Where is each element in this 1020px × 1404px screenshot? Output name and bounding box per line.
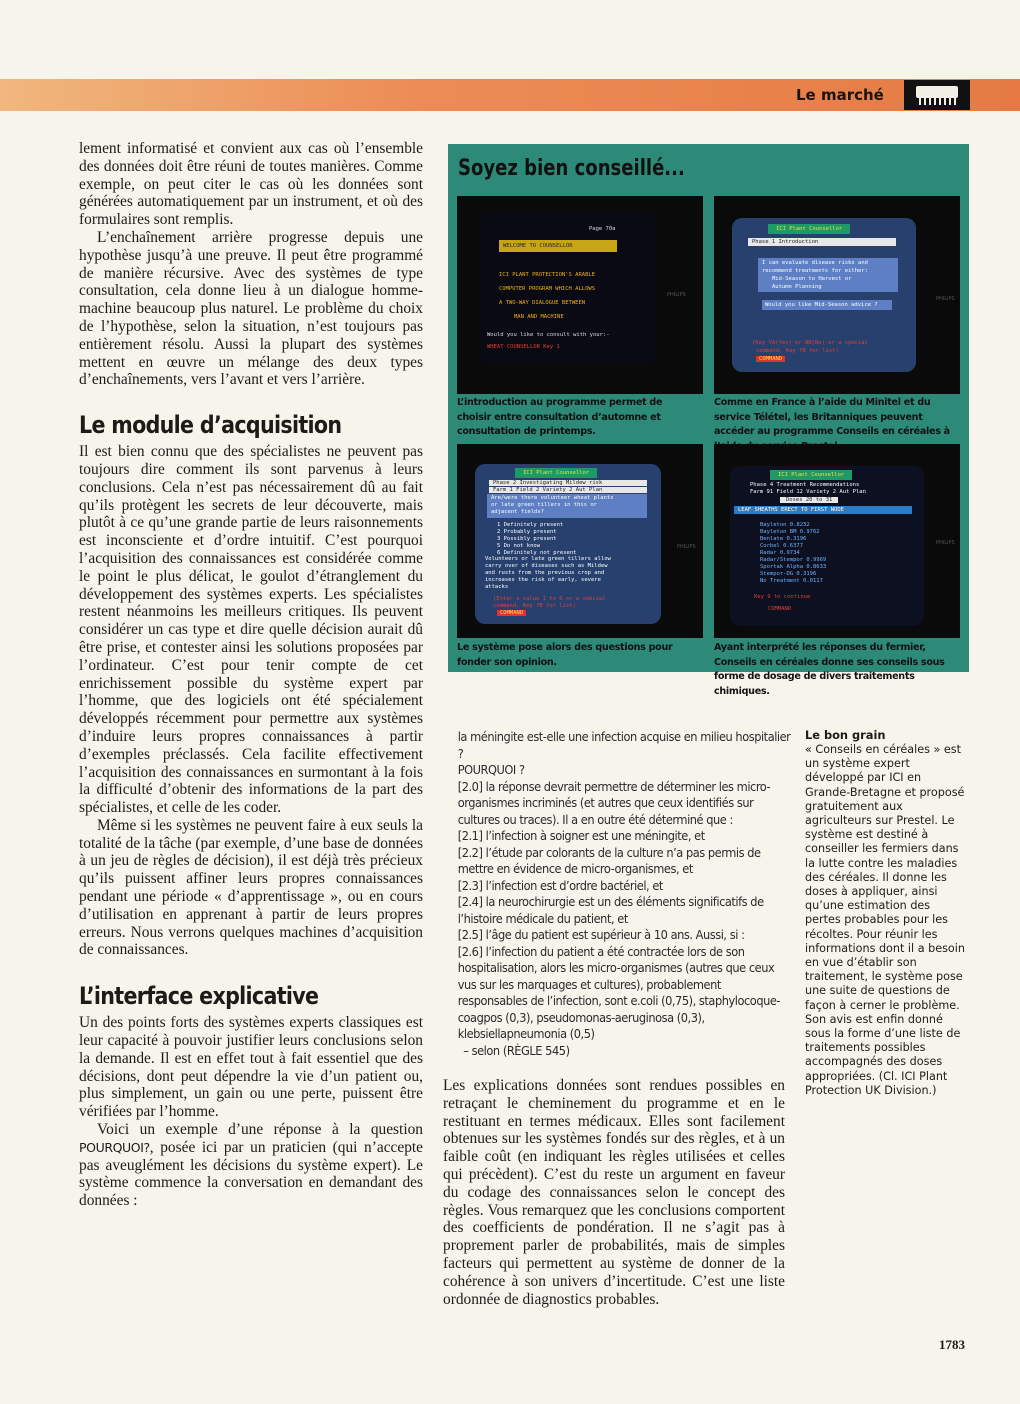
- screen-1-line: WHEAT COUNSELLOR Key 1: [487, 344, 560, 350]
- monitor-brand: PHILIPS: [677, 544, 696, 550]
- sidebar-title: Le bon grain: [805, 728, 886, 742]
- screen-2-line: recommend treatments for either:: [762, 268, 868, 274]
- paragraph-acquisition-1: Il est bien connu que des spécialistes ne peuvent pas toujours dire comment ils sont parvenus à leurs conclusions. Cela n’est pas nécessairement dû au fait qu’ils protègent les secrets de leur découverte, mais plutôt à ce qu’une grande partie de leurs raisonnements est inconsciente et d’ordre intuitif. C’est pourquoi l’acquisition des connaissances est considérée comme le point le plus délicat, le goulot d’étranglement du développement des systèmes experts. Les spécialistes restent néanmoins les meilleurs critiques. Ils peuvent considérer un cas type et dire quelle décision aurait dû être prise, et contester ainsi les solutions proposées par l’ordinateur. C’est pour tenir compte de cet enrichissement possible du système expert par l’homme, que des logiciels ont été spécialement développés récemment pour permettre aux systèmes d’induire leurs propres connaissances à partir d’exemples préclassés. Cela facilite effectivement l’acquisition des connaissances en surmontant à la fois la difficulté d’obtenir des informations de la part des spécialistes, et celle de les coder.: [79, 443, 423, 817]
- screen-3-line: and rusts from the previous crop and: [485, 570, 605, 576]
- screen-3-line: 3 Possibly present: [497, 536, 557, 542]
- screen-4-line: ICI Plant Counsellor: [770, 470, 852, 480]
- paragraph-interface-2-end: , posée ici par un praticien (qui n’accepte pas aveuglément les décisions du système expert). Le système commence la conversation en demandant des données :: [79, 1138, 423, 1210]
- transcript-line: [2.4] la neurochirurgie est un des éléments significatifs de l’histoire médicale du patient, et: [457, 894, 764, 926]
- monitor-brand: PHILIPS: [667, 292, 686, 298]
- screen-2-line: Phase 1 Introduction: [748, 238, 896, 246]
- panel-title: Soyez bien conseillé...: [458, 156, 685, 181]
- screen-4-line: COMMAND: [768, 606, 792, 612]
- sidebar-body: « Conseils en céréales » est un système expert développé par ICI en Grande-Bretagne et proposé gratuitement aux agriculteurs sur Prestel. Le système est destiné à conseiller les fermiers dans la lutte contre les maladies des céréales. Il donne les doses à appliquer, ainsi qu’une estimation des pertes probables pour les récoltes. Pour réunir les informations dont il a besoin en vue d’établir son traitement, le système pose une suite de questions de façon à cerner le problème. Son avis est enfin donné sous la forme d’une liste de traitements possibles accompagnés des doses appropriées. (Cl. ICI Plant Protection UK Division.): [805, 743, 965, 1097]
- screen-1-line: MAN AND MACHINE: [514, 314, 564, 320]
- screen-2-line: Mid-Season to Harvest or: [772, 276, 852, 282]
- screen-2-line: COMMAND: [756, 356, 785, 362]
- screen-1-line: Page 70a: [589, 226, 616, 232]
- photo-panel: [448, 144, 969, 697]
- middle-column: [443, 729, 791, 1308]
- transcript-line: POURQUOI ?: [457, 762, 525, 777]
- screen-1-line: WELCOME TO COUNSELLOR: [499, 240, 617, 252]
- transcript-line: [2.3] l’infection est d’ordre bactériel, et: [457, 877, 663, 893]
- paragraph-interface-2-start: Voici un exemple d’une réponse à la question: [97, 1121, 423, 1139]
- monitor-brand: PHILIPS: [936, 296, 955, 302]
- screen-2-line: command, Key ?B for list): [756, 348, 839, 354]
- caption-3: Le système pose alors des questions pour fonder son opinion.: [457, 642, 673, 668]
- screen-1-line: ICI PLANT PROTECTION'S ARABLE: [499, 272, 596, 278]
- screen-photo-4: [714, 444, 960, 638]
- paragraph-acquisition-2: Même si les systèmes ne peuvent faire à eux seuls la totalité de la tâche (par exemple, d’une base de données à un jeu de règles de décision), il est déjà très précieux qu’ils puissent affiner leurs propres connaissances pendant une période « d’apprentissage », ou en cours d’utilisation en apprenant à partir de leurs propres erreurs. Nous verrons quelques machines d’acquisition de connaissances.: [79, 816, 423, 959]
- screen-3-line: Are/were there volunteer wheat plants: [491, 495, 614, 501]
- paragraph-explanations: Les explications données sont rendues possibles en retraçant le cheminement du programme et en le restituant en termes médicaux. Elles sont facilement obtenues sur les systèmes fondés sur des règles, et à un faible coût (en indiquant les règles utilisées et celles qui précèdent). C’est du reste un argument en faveur du codage des connaissances selon le concept des règles. Vous remarquez que les conclusions comportent des coefficients de pondération. Il ne s’agit pas à proprement parler de probabilités, mais de simples facteurs qui permettent au système de donner de la cohérence à son univers d’incertitude. C’est une liste ordonnée de diagnostics probables.: [443, 1077, 785, 1308]
- screen-3-line: Volunteers or late green tillers allow: [485, 556, 611, 562]
- monitor-screen-2: [732, 218, 916, 372]
- heading-interface: L’interface explicative: [79, 982, 319, 1011]
- screen-3-line: Phase 2 Investigating Mildew risk: [489, 480, 647, 486]
- screen-4-line: Phase 4 Treatment Recommendations: [750, 482, 860, 488]
- screen-3-line: 5 Do not know: [497, 543, 541, 549]
- consultation-transcript: [443, 729, 791, 1059]
- screen-4-line: Stempor-DG 0.3196: [760, 571, 817, 577]
- monitor-screen-1: [479, 212, 657, 362]
- screen-3-line: increases the risk of early, severe: [485, 577, 601, 583]
- screen-photo-2: [714, 196, 960, 394]
- screen-4-line: Bayleton 0.8232: [760, 522, 810, 528]
- screen-4-line: Benlate 0.3196: [760, 536, 807, 542]
- screen-2-line: ICI Plant Counsellor: [768, 224, 850, 234]
- screen-2-line: Would you like Mid-Season advice ?: [762, 300, 892, 310]
- transcript-line: [2.2] l’étude par colorants de la culture n’a pas permis de mettre en évidence de micro-organismes, et: [457, 844, 761, 876]
- screen-photo-1: [457, 196, 703, 394]
- screen-3-line: adjacent fields?: [491, 509, 544, 515]
- paragraph-backward-chaining: L’enchaînement arrière progresse depuis une hypothèse jusqu’à une preuve. Il peut être programmé de manière récursive. Avec des systèmes de type consultation, cela donne lieu à un dialogue homme-machine beaucoup plus naturel. Le problème du choix de l’hypothèse, selon la situation, n’est toujours pas entièrement résolu. Aussi la plupart des systèmes mettent en œuvre un mélange des deux types d’enchaînements, vers l’avant et vers l’arrière.: [79, 228, 423, 389]
- screen-3-line: COMMAND: [497, 610, 526, 616]
- screen-4-line: Farm 91 Field 12 Variety 2 Aut Plan: [750, 489, 866, 495]
- screen-2-line: I can evaluate disease risks and: [762, 260, 868, 266]
- monitor-screen-4: [730, 466, 924, 626]
- screen-4-line: Sportak Alpha 0.8633: [760, 564, 827, 570]
- transcript-line: la méningite est-elle une infection acquise en milieu hospitalier ?: [457, 729, 791, 761]
- screen-4-line: Key 9 to continue: [754, 594, 811, 600]
- screen-photo-3: [457, 444, 703, 638]
- section-label: Le marché: [796, 86, 884, 104]
- screen-1-line: COMPUTER PROGRAM WHICH ALLOWS: [499, 286, 596, 292]
- screen-4-line: Doses 20 to 31: [780, 497, 838, 503]
- screen-1-line: Would you like to consult with your:-: [487, 332, 610, 338]
- paragraph-interface-2: [79, 1121, 423, 1210]
- screen-1-line: A TWO-WAY DIALOGUE BETWEEN: [499, 300, 586, 306]
- screen-4-line: Bayleton BM 0.9762: [760, 529, 820, 535]
- paragraph-interface-1: Un des points forts des systèmes experts classiques est leur capacité à pouvoir justifier leurs conclusions selon la demande. Il est en effet tout à fait essentiel que des décisions, dont peut dépendre la vie d’un patient ou, plus simplement, un gain ou une perte, puissent être vérifiées par l’homme.: [79, 1014, 423, 1121]
- monitor-brand: PHILIPS: [936, 540, 955, 546]
- left-column: [79, 140, 423, 1210]
- screen-3-line: Farm 1 Field 2 Variety 2 Aut Plan: [489, 487, 647, 493]
- screen-2-line: Autumn Planning: [772, 284, 822, 290]
- transcript-line: – selon (RÈGLE 545): [463, 1042, 570, 1058]
- screen-4-line: Corbel 0.6377: [760, 543, 804, 549]
- transcript-line: [2.6] l’infection du patient a été contractée lors de son hospitalisation, alors les micro-organismes (autres que ceux vus sur les marquages et cultures), probablement responsables de l’infection, sont e.coli (0,75), staphylocoque-coagpos (0,3), pseudomonas-aeruginosa (0,3), klebsiellapneumonia (0,5): [457, 943, 781, 1041]
- caption-2: Comme en France à l’aide du Minitel et du service Télétel, les Britanniques peuvent accéder au programme Conseils en céréales à: [714, 397, 950, 437]
- screen-2-line: (Key YA(Yes) or NB(No) or a special: [752, 340, 868, 346]
- screen-4-line: LEAF SHEATHS ERECT TO FIRST NODE: [734, 506, 912, 514]
- heading-acquisition: Le module d’acquisition: [79, 411, 342, 440]
- inline-code-pourquoi: POURQUOI?: [79, 1139, 150, 1155]
- sidebar-box: [805, 728, 965, 1098]
- middle-body: [443, 1077, 785, 1308]
- screen-3-line: carry over of diseases such as Mildew: [485, 563, 608, 569]
- transcript-line: [2.0] la réponse devrait permettre de déterminer les micro-organismes incriminés (et autres que ceux identifiés sur cultures ou traces). Il a en outre été déterminé que :: [457, 778, 771, 827]
- chip-logo-icon: [904, 80, 970, 110]
- paragraph-intro: lement informatisé et convient aux cas où l’ensemble des données doit être réuni de toutes manières. Comme exemple, on peut citer le cas où les données sont générées automatiquement par un instrument, et où des formulaires sont remplis.: [79, 140, 423, 229]
- screen-3-line: or late green tillers in this or: [491, 502, 597, 508]
- transcript-line: [2.5] l’âge du patient est supérieur à 10 ans. Aussi, si :: [457, 927, 745, 942]
- caption-1: L’introduction au programme permet de choisir entre consultation d’automne et consultation de printemps.: [457, 397, 663, 437]
- screen-3-line: 6 Definitely not present: [497, 550, 577, 556]
- page-number: 1783: [939, 1337, 965, 1352]
- screen-4-line: Radar 0.9734: [760, 550, 800, 556]
- screen-3-line: attacks: [485, 584, 509, 590]
- screen-3-line: (Enter a value 1 to 6 or a special: [493, 596, 606, 602]
- transcript-line: [2.1] l’infection à soigner est une méningite, et: [457, 828, 705, 843]
- screen-3-line: ICI Plant Counsellor: [515, 468, 597, 478]
- caption-4: Ayant interprété les réponses du fermier, Conseils en céréales donne ses conseils sous forme de dosage de divers traitements chimiques.: [714, 642, 945, 697]
- screen-4-line: Radar/Stempor 0.9969: [760, 557, 827, 563]
- screen-3-line: 2 Probably present: [497, 529, 557, 535]
- screen-3-line: command, Key ?B for list): [493, 603, 576, 609]
- screen-3-line: 1 Definitely present: [497, 522, 564, 528]
- monitor-screen-3: [475, 464, 661, 624]
- screen-4-line: No Treatment 0.0117: [760, 578, 823, 584]
